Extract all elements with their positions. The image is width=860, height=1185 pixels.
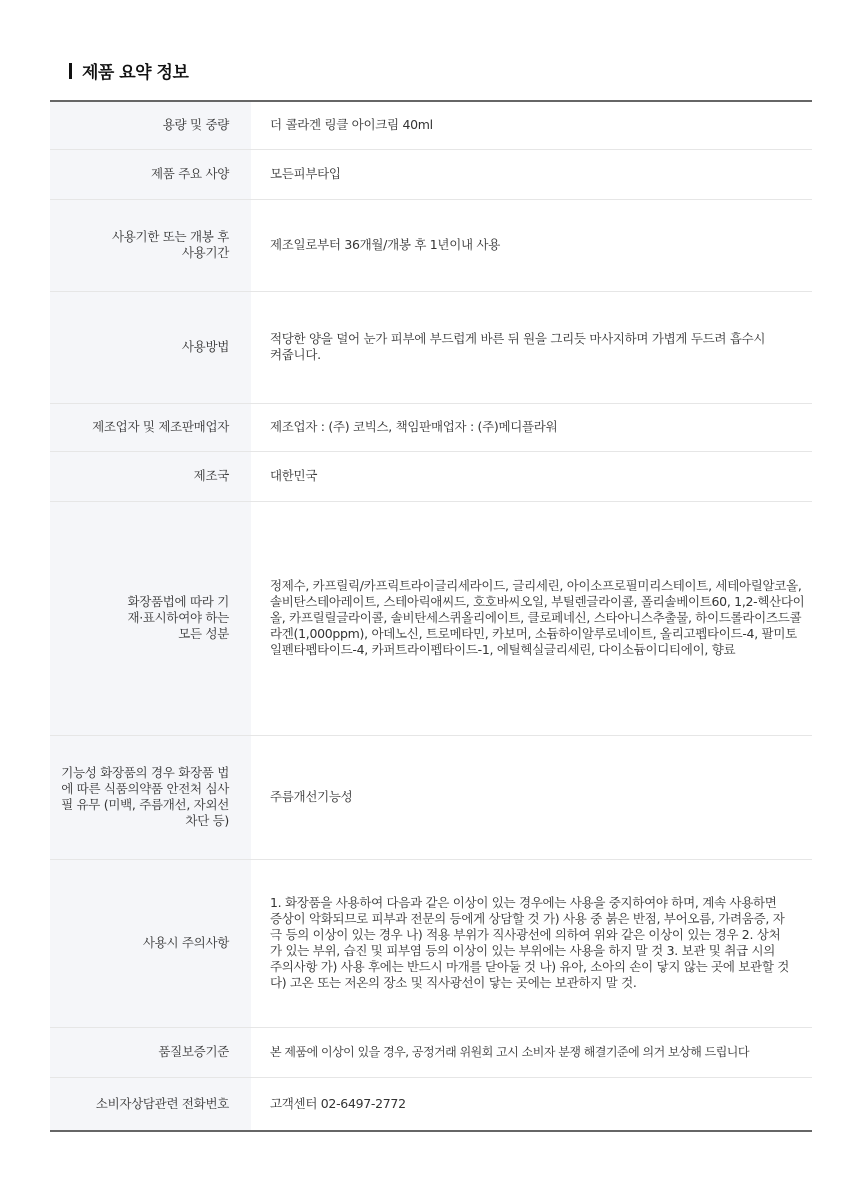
row-value: 제조업자 : (주) 코빅스, 책임판매업자 : (주)메디플라워 (251, 403, 812, 451)
table-row (50, 101, 812, 149)
row-value: 더 콜라겐 링클 아이크림 40ml (251, 101, 812, 149)
row-value: 1. 화장품을 사용하여 다음과 같은 이상이 있는 경우에는 사용을 중지하여야 하며, 계속 사용하면 증상이 악화되므로 피부과 전문의 등에게 상담할 것 가) 사용 중 붉은 반점, 부어오름, 가려움증, 자극 등의 이상이 있는 경우 나) 적용 부위가 직사광선에 의하여 위와 같은 이상이 있는 경우 2. 상처가 있는 부위, 습진 및 피부염 등의 이상이 있는 부위에는 사용을 하지 말 것 3. 보관 및 취급 시의 주의사항 가) 사용 후에는 반드시 마개를 닫아둘 것 나) 유아, 소아의 손이 닿지 않는 곳에 보관할 것 다) 고온 또는 저온의 장소 및 직사광선이 닿는 곳에는 보관하지 말 것. (251, 859, 812, 1027)
row-label: 사용시 주의사항 (50, 859, 251, 1027)
table-row (50, 403, 812, 451)
table-row (50, 291, 812, 403)
table-row (50, 1027, 812, 1077)
section-title (69, 58, 188, 83)
row-value: 본 제품에 이상이 있을 경우, 공정거래 위원회 고시 소비자 분쟁 해결기준에 의거 보상해 드립니다 (251, 1027, 812, 1077)
table-row (50, 1077, 812, 1131)
table-row (50, 859, 812, 1027)
row-label: 제조업자 및 제조판매업자 (50, 403, 251, 451)
row-label: 품질보증기준 (50, 1027, 251, 1077)
table-row (50, 735, 812, 859)
row-value: 적당한 양을 덜어 눈가 피부에 부드럽게 바른 뒤 원을 그리듯 마사지하며 가볍게 두드려 흡수시켜줍니다. (251, 291, 812, 403)
row-label: 용량 및 중량 (50, 101, 251, 149)
row-label: 제품 주요 사양 (50, 149, 251, 199)
row-label: 사용방법 (50, 291, 251, 403)
row-label: 제조국 (50, 451, 251, 501)
row-value: 고객센터 02-6497-2772 (270, 1095, 406, 1111)
row-value: 대한민국 (251, 451, 812, 501)
row-label: 기능성 화장품의 경우 화장품 법에 따른 식품의약품 안전처 심사 필 유무 (미백, 주름개선, 자외선차단 등) (50, 735, 251, 859)
row-label: 화장품법에 따라 기재·표시하여야 하는 모든 성분 (50, 501, 251, 735)
row-value: 모든피부타입 (251, 149, 812, 199)
row-value: 제조일로부터 36개월/개봉 후 1년이내 사용 (251, 199, 812, 291)
table-row (50, 149, 812, 199)
row-label: 소비자상담관련 전화번호 (50, 1077, 251, 1131)
table-row (50, 199, 812, 291)
row-value: 주름개선기능성 (251, 735, 812, 859)
table-row (50, 451, 812, 501)
table-row (50, 501, 812, 735)
product-summary-table (50, 100, 812, 1132)
row-value: 정제수, 카프릴릭/카프릭트라이글리세라이드, 글리세린, 아이소프로필미리스테이트, 세테아릴알코올, 솔비탄스테아레이트, 스테아릭애씨드, 호호바씨오일, 부틸렌글라이콜, 폴리솔베이트60, 1,2-헥산다이올, 카프릴릴글라이콜, 솔비탄세스퀴올리에이트, 클로페네신, 스타아니스추출물, 하이드롤라이즈드콜라겐(1,000ppm), 아데노신, 트로메타민, 카보머, 소듐하이알루로네이트, 올리고펩타이드-4, 팔미토일펜타펩타이드-4, 카퍼트라이펩타이드-1, 에틸헥실글리세린, 다이소듐이디티에이, 향료 (251, 501, 812, 735)
title-bar (69, 63, 72, 79)
row-label: 사용기한 또는 개봉 후 사용기간 (50, 199, 251, 291)
section-title-text: 제품 요약 정보 (82, 63, 189, 83)
